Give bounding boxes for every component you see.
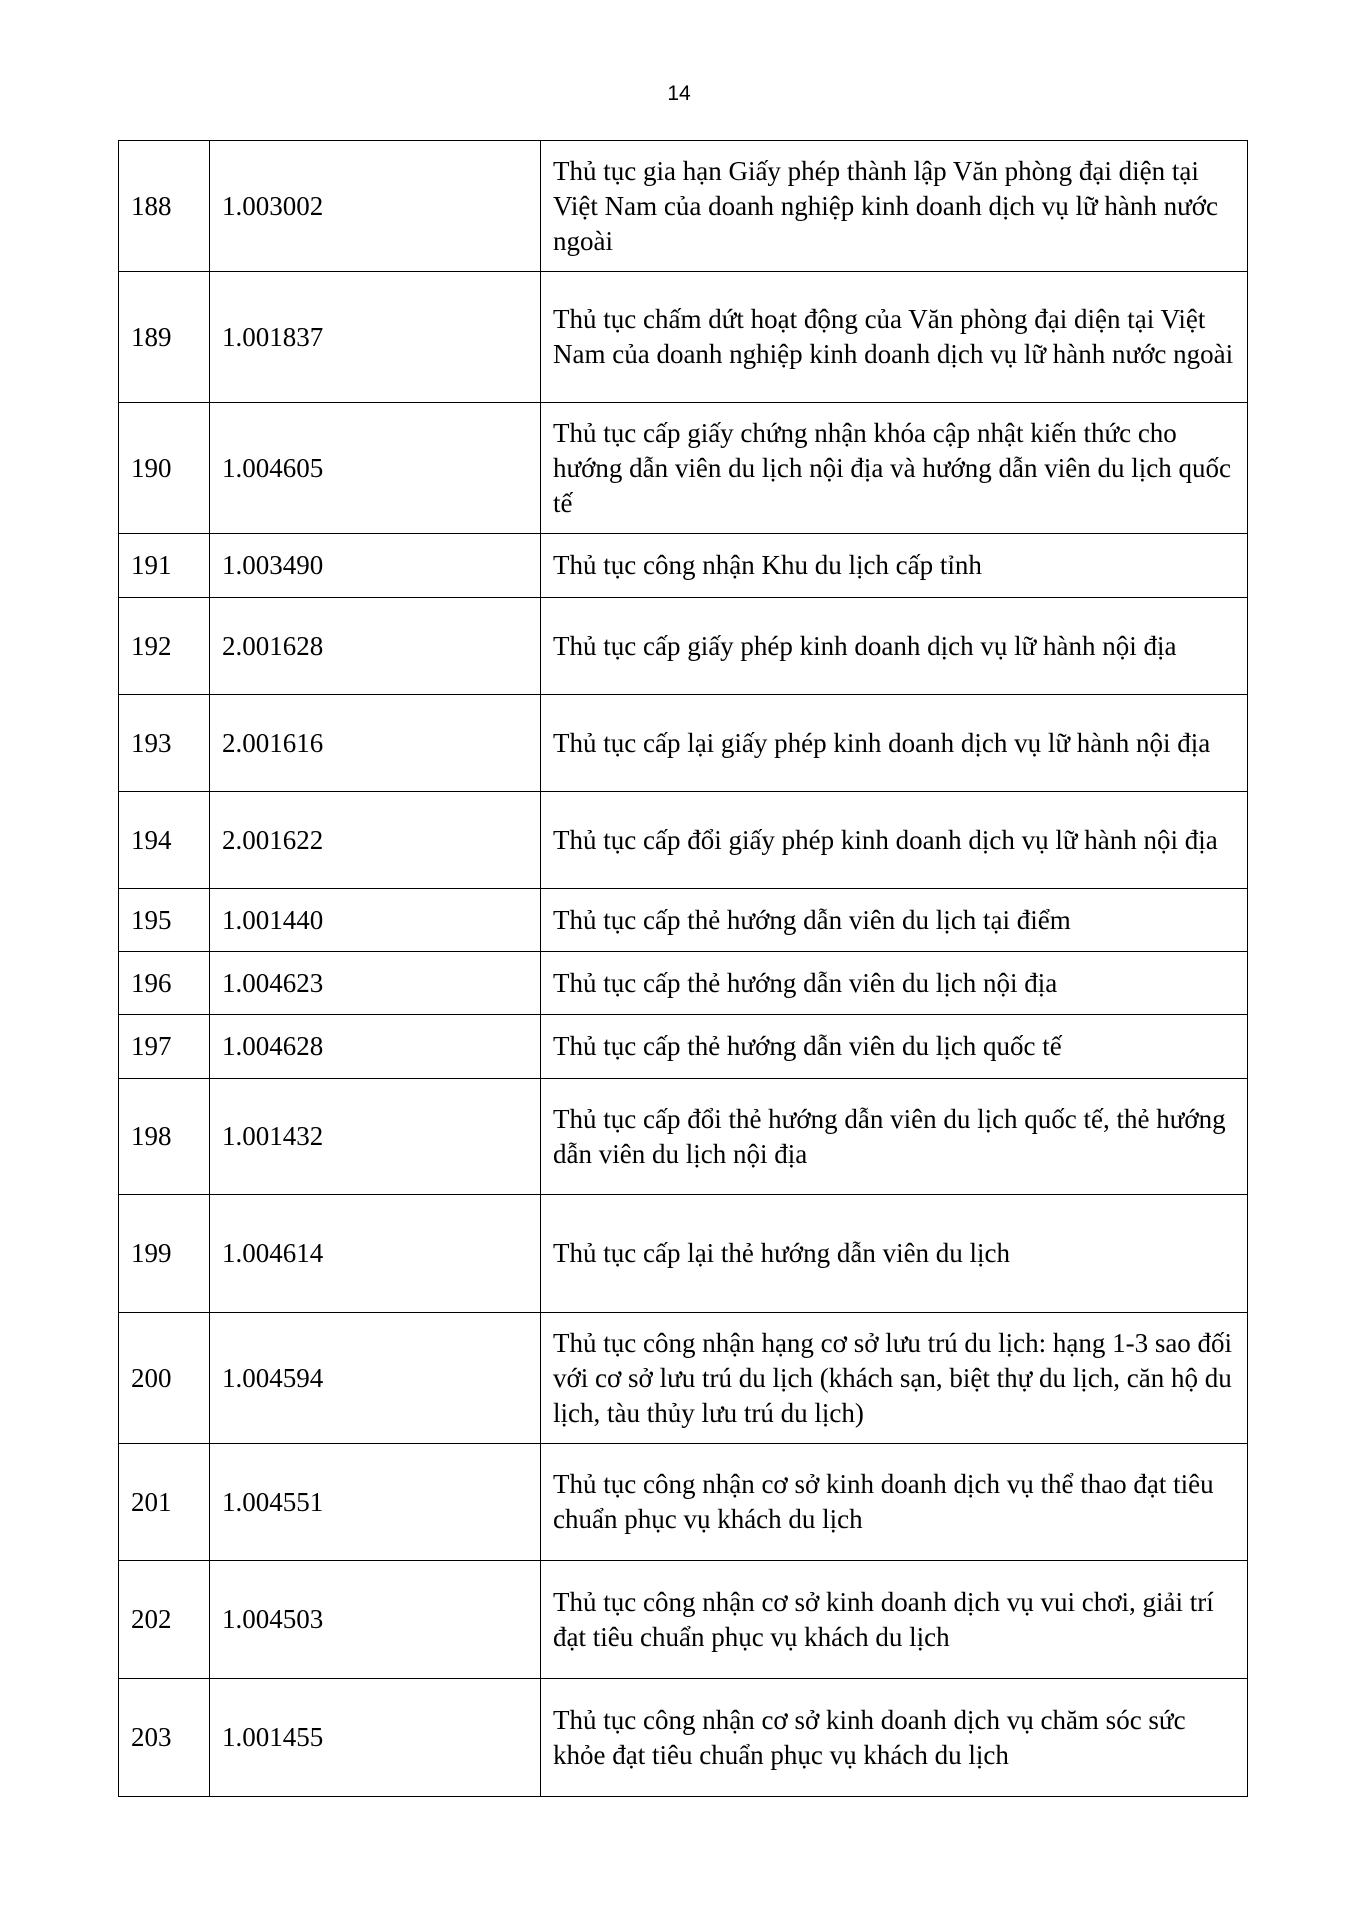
table-row — [119, 1313, 1248, 1444]
procedure-code: 1.001837 — [210, 272, 541, 403]
table-row — [119, 792, 1248, 889]
row-number: 193 — [119, 695, 210, 792]
procedure-name: Thủ tục cấp đổi thẻ hướng dẫn viên du lịch quốc tế, thẻ hướng dẫn viên du lịch nội địa — [541, 1079, 1248, 1195]
table-row — [119, 534, 1248, 598]
procedure-name: Thủ tục chấm dứt hoạt động của Văn phòng đại diện tại Việt Nam của doanh nghiệp kinh doanh dịch vụ lữ hành nước ngoài — [541, 272, 1248, 403]
procedure-code: 1.004594 — [210, 1313, 541, 1444]
procedure-code: 1.003002 — [210, 141, 541, 272]
procedure-name: Thủ tục cấp đổi giấy phép kinh doanh dịch vụ lữ hành nội địa — [541, 792, 1248, 889]
row-number: 200 — [119, 1313, 210, 1444]
procedure-name: Thủ tục công nhận hạng cơ sở lưu trú du lịch: hạng 1-3 sao đối với cơ sở lưu trú du lịch (khách sạn, biệt thự du lịch, căn hộ du lịch, tàu thủy lưu trú du lịch) — [541, 1313, 1248, 1444]
procedure-name: Thủ tục cấp thẻ hướng dẫn viên du lịch quốc tế — [541, 1015, 1248, 1079]
row-number: 191 — [119, 534, 210, 598]
procedure-code: 1.004623 — [210, 952, 541, 1015]
procedure-code: 2.001616 — [210, 695, 541, 792]
table-row — [119, 952, 1248, 1015]
procedure-name: Thủ tục công nhận cơ sở kinh doanh dịch vụ chăm sóc sức khỏe đạt tiêu chuẩn phục vụ khách du lịch — [541, 1679, 1248, 1797]
row-number: 194 — [119, 792, 210, 889]
procedure-code: 1.001455 — [210, 1679, 541, 1797]
table-row — [119, 141, 1248, 272]
row-number: 199 — [119, 1195, 210, 1313]
procedure-code: 2.001622 — [210, 792, 541, 889]
procedure-code: 1.003490 — [210, 534, 541, 598]
procedure-code: 1.004628 — [210, 1015, 541, 1079]
table-row — [119, 1015, 1248, 1079]
row-number: 190 — [119, 403, 210, 534]
row-number: 198 — [119, 1079, 210, 1195]
procedure-code: 1.004551 — [210, 1444, 541, 1561]
procedure-name: Thủ tục cấp giấy phép kinh doanh dịch vụ lữ hành nội địa — [541, 598, 1248, 695]
row-number: 195 — [119, 889, 210, 952]
table-row — [119, 889, 1248, 952]
table-row — [119, 1679, 1248, 1797]
row-number: 197 — [119, 1015, 210, 1079]
procedure-code: 1.004503 — [210, 1561, 541, 1679]
row-number: 202 — [119, 1561, 210, 1679]
procedure-name: Thủ tục cấp giấy chứng nhận khóa cập nhật kiến thức cho hướng dẫn viên du lịch nội địa và hướng dẫn viên du lịch quốc tế — [541, 403, 1248, 534]
procedure-name: Thủ tục cấp lại thẻ hướng dẫn viên du lịch — [541, 1195, 1248, 1313]
procedure-name: Thủ tục công nhận cơ sở kinh doanh dịch vụ vui chơi, giải trí đạt tiêu chuẩn phục vụ khách du lịch — [541, 1561, 1248, 1679]
row-number: 196 — [119, 952, 210, 1015]
table-row — [119, 272, 1248, 403]
row-number: 201 — [119, 1444, 210, 1561]
procedure-name: Thủ tục công nhận Khu du lịch cấp tỉnh — [541, 534, 1248, 598]
procedure-table-body — [119, 141, 1248, 1797]
procedure-name: Thủ tục cấp thẻ hướng dẫn viên du lịch nội địa — [541, 952, 1248, 1015]
table-row — [119, 1444, 1248, 1561]
row-number: 192 — [119, 598, 210, 695]
procedure-table — [118, 140, 1248, 1797]
procedure-code: 1.001432 — [210, 1079, 541, 1195]
table-row — [119, 403, 1248, 534]
procedure-code: 1.004614 — [210, 1195, 541, 1313]
row-number: 203 — [119, 1679, 210, 1797]
row-number: 188 — [119, 141, 210, 272]
procedure-name: Thủ tục gia hạn Giấy phép thành lập Văn phòng đại diện tại Việt Nam của doanh nghiệp kinh doanh dịch vụ lữ hành nước ngoài — [541, 141, 1248, 272]
table-row — [119, 695, 1248, 792]
table-row — [119, 598, 1248, 695]
row-number: 189 — [119, 272, 210, 403]
procedure-name: Thủ tục cấp thẻ hướng dẫn viên du lịch tại điểm — [541, 889, 1248, 952]
table-row — [119, 1561, 1248, 1679]
procedure-code: 1.001440 — [210, 889, 541, 952]
table-row — [119, 1195, 1248, 1313]
procedure-code: 1.004605 — [210, 403, 541, 534]
procedure-code: 2.001628 — [210, 598, 541, 695]
table-row — [119, 1079, 1248, 1195]
procedure-name: Thủ tục công nhận cơ sở kinh doanh dịch vụ thể thao đạt tiêu chuẩn phục vụ khách du lịch — [541, 1444, 1248, 1561]
page-number: 14 — [667, 82, 691, 105]
procedure-name: Thủ tục cấp lại giấy phép kinh doanh dịch vụ lữ hành nội địa — [541, 695, 1248, 792]
